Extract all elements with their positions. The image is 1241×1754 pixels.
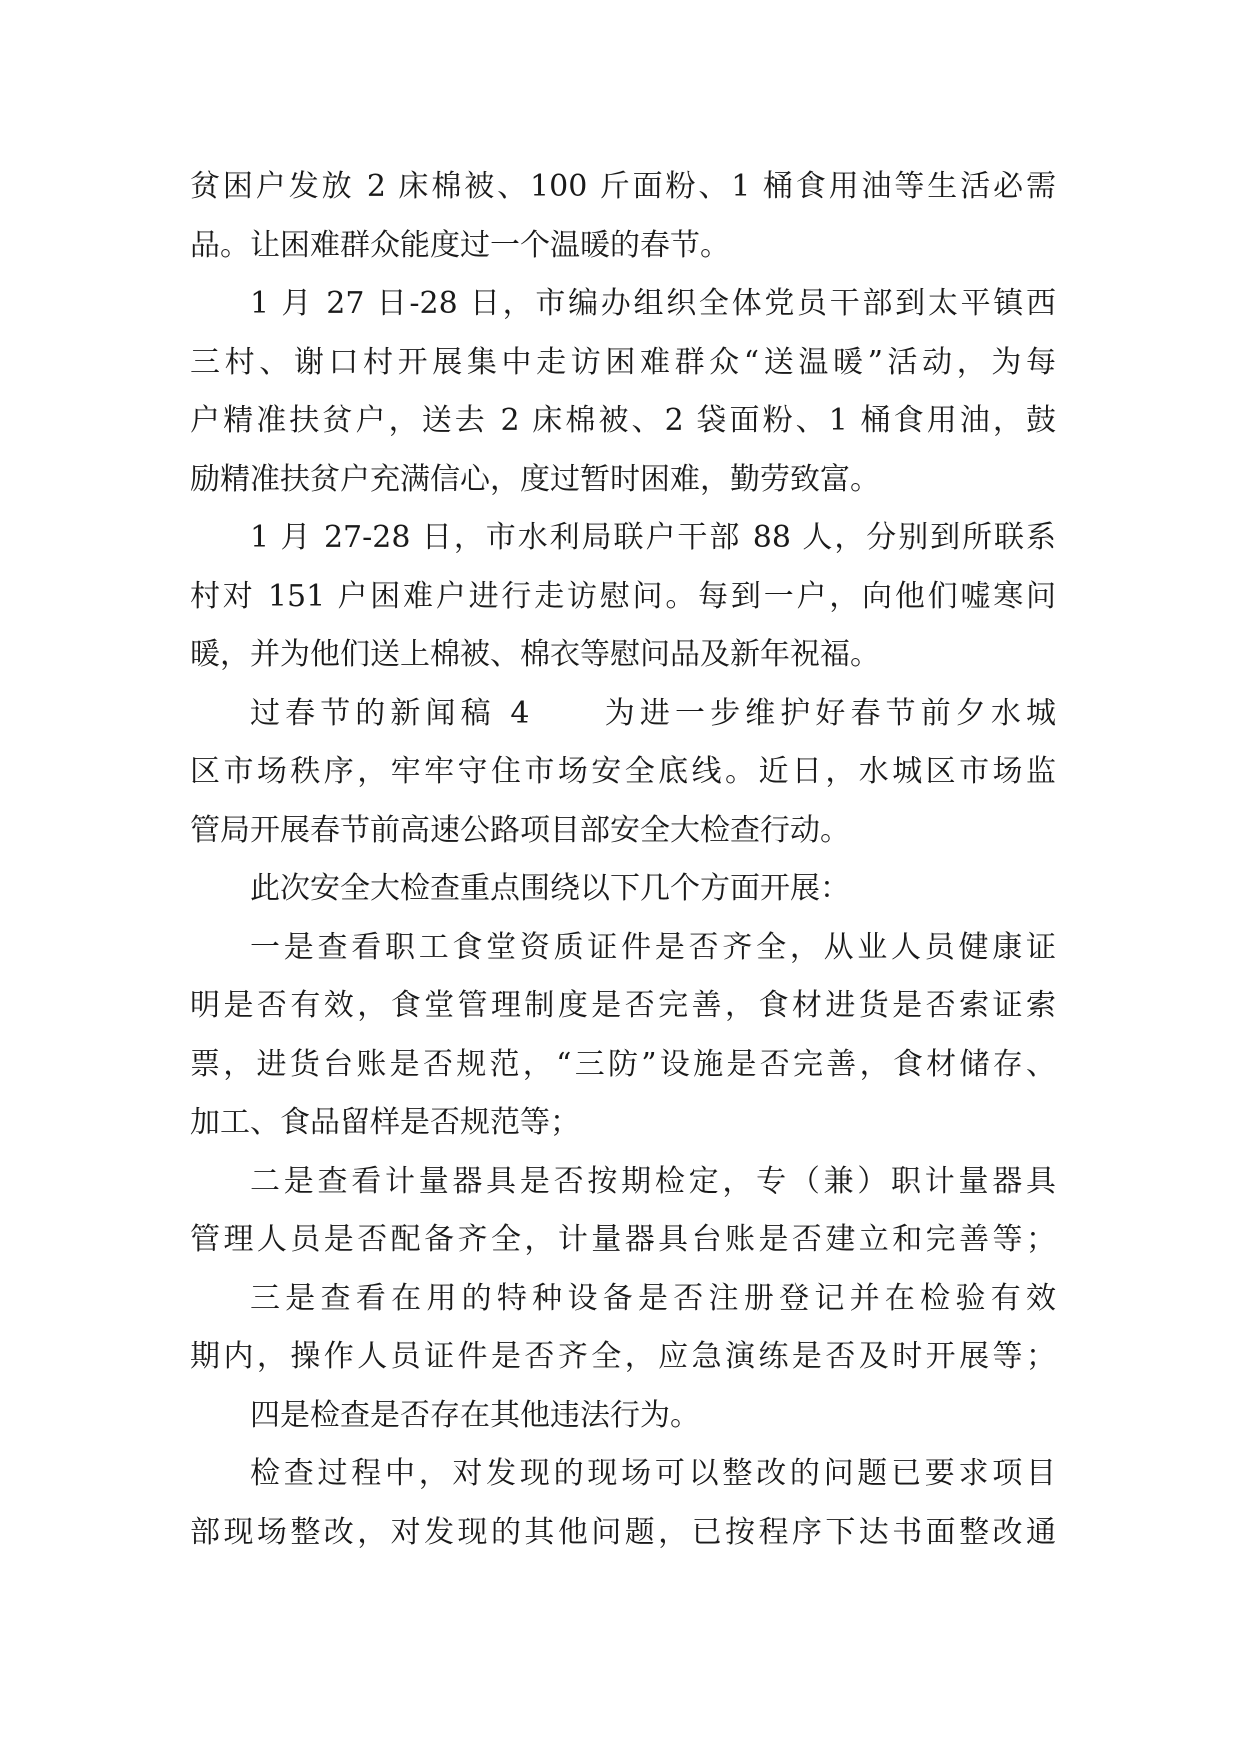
text-line: 村对 151 户困难户进行走访慰问。每到一户，向他们嘘寒问	[190, 578, 1056, 614]
text-line: 一是查看职工食堂资质证件是否齐全，从业人员健康证	[250, 929, 1056, 965]
text-line: 部现场整改，对发现的其他问题，已按程序下达书面整改通	[190, 1514, 1056, 1550]
text-line: 检查过程中，对发现的现场可以整改的问题已要求项目	[250, 1456, 1056, 1491]
text-line: 管理人员是否配备齐全，计量器具台账是否建立和完善等；	[190, 1222, 1056, 1257]
text-line: 过春节的新闻稿 4 为进一步维护好春节前夕水城	[250, 695, 1056, 731]
text-line: 管局开展春节前高速公路项目部安全大检查行动。	[190, 812, 850, 848]
text-line: 四是检查是否存在其他违法行为。	[250, 1397, 700, 1433]
text-line: 三是查看在用的特种设备是否注册登记并在检验有效	[250, 1280, 1056, 1316]
text-line: 1 月 27-28 日，市水利局联户干部 88 人，分别到所联系	[250, 520, 1056, 555]
text-line: 二是查看计量器具是否按期检定，专（兼）职计量器具	[250, 1163, 1056, 1199]
text-line: 明是否有效，食堂管理制度是否完善，食材进货是否索证索	[190, 988, 1056, 1023]
text-line: 加工、食品留样是否规范等；	[190, 1105, 580, 1140]
text-line: 品。让困难群众能度过一个温暖的春节。	[190, 227, 730, 263]
text-line: 期内，操作人员证件是否齐全，应急演练是否及时开展等；	[190, 1339, 1056, 1374]
text-line: 票，进货台账是否规范，“三防”设施是否完善，食材储存、	[190, 1046, 1056, 1082]
text-line: 1 月 27 日-28 日，市编办组织全体党员干部到太平镇西	[250, 286, 1056, 321]
text-line: 区市场秩序，牢牢守住市场安全底线。近日，水城区市场监	[190, 754, 1056, 789]
text-line: 暖，并为他们送上棉被、棉衣等慰问品及新年祝福。	[190, 637, 880, 672]
text-line: 励精准扶贫户充满信心，度过暂时困难，勤劳致富。	[190, 461, 880, 497]
document-body	[190, 158, 1056, 1562]
text-line: 户精准扶贫户，送去 2 床棉被、2 袋面粉、1 桶食用油，鼓	[190, 403, 1056, 438]
text-line: 此次安全大检查重点围绕以下几个方面开展：	[250, 871, 850, 906]
text-line: 三村、谢口村开展集中走访困难群众“送温暖”活动，为每	[190, 344, 1056, 380]
text-line: 贫困户发放 2 床棉被、100 斤面粉、1 桶食用油等生活必需	[190, 169, 1056, 204]
